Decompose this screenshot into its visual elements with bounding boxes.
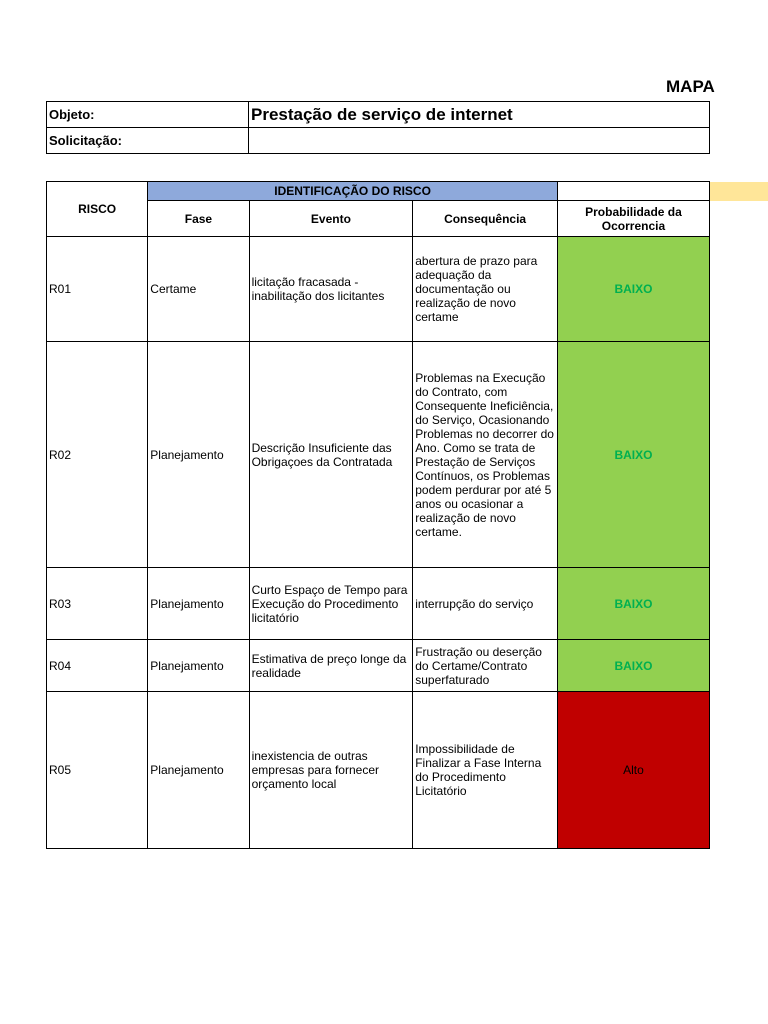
risco-cell: R01 (47, 237, 148, 342)
evento-cell: inexistencia de outras empresas para fornecer orçamento local (249, 692, 413, 849)
col-header-evento: Evento (249, 201, 413, 237)
probabilidade-cell: BAIXO (557, 640, 709, 692)
evento-cell: Estimativa de preço longe da realidade (249, 640, 413, 692)
fase-cell: Planejamento (148, 640, 249, 692)
table-row (47, 692, 710, 849)
col-header-risco: RISCO (47, 182, 148, 237)
objeto-row (47, 102, 710, 128)
fase-cell: Planejamento (148, 568, 249, 640)
consequencia-cell: interrupção do serviço (413, 568, 558, 640)
solicitacao-value (248, 128, 709, 154)
risk-table (46, 181, 710, 849)
objeto-label: Objeto: (47, 102, 249, 128)
solicitacao-row (47, 128, 710, 154)
table-row (47, 568, 710, 640)
probabilidade-cell: BAIXO (557, 568, 709, 640)
header-table (46, 101, 710, 154)
group-header-row (47, 182, 710, 201)
table-row (47, 342, 710, 568)
probabilidade-cell: Alto (557, 692, 709, 849)
table-row (47, 640, 710, 692)
probabilidade-cell: BAIXO (557, 342, 709, 568)
evento-cell: Curto Espaço de Tempo para Execução do Procedimento licitatório (249, 568, 413, 640)
group-header-blank (557, 182, 709, 201)
fase-cell: Certame (148, 237, 249, 342)
objeto-value: Prestação de serviço de internet (248, 102, 709, 128)
col-header-probabilidade: Probabilidade da Ocorrencia (557, 201, 709, 237)
fase-cell: Planejamento (148, 342, 249, 568)
risco-cell: R03 (47, 568, 148, 640)
table-row (47, 237, 710, 342)
risco-cell: R02 (47, 342, 148, 568)
risco-cell: R05 (47, 692, 148, 849)
consequencia-cell: Impossibilidade de Finalizar a Fase Interna do Procedimento Licitatório (413, 692, 558, 849)
page-title: MAPA (666, 77, 715, 96)
evento-cell: Descrição Insuficiente das Obrigaçoes da Contratada (249, 342, 413, 568)
probabilidade-cell: BAIXO (557, 237, 709, 342)
col-header-consequencia: Consequência (413, 201, 558, 237)
consequencia-cell: Frustração ou deserção do Certame/Contrato superfaturado (413, 640, 558, 692)
risco-cell: R04 (47, 640, 148, 692)
consequencia-cell: Problemas na Execução do Contrato, com Consequente Ineficiência, do Serviço, Ocasionando Problemas no decorrer do Ano. Como se trata de Prestação de Serviços Contínuos, os Problemas podem perdurar por até 5 anos ou ocasionar a realização de novo certame. (413, 342, 558, 568)
solicitacao-label: Solicitação: (47, 128, 249, 154)
header-band-yellow (710, 182, 768, 201)
evento-cell: licitação fracasada - inabilitação dos licitantes (249, 237, 413, 342)
fase-cell: Planejamento (148, 692, 249, 849)
col-header-fase: Fase (148, 201, 249, 237)
group-header-identificacao: IDENTIFICAÇÃO DO RISCO (148, 182, 558, 201)
consequencia-cell: abertura de prazo para adequação da documentação ou realização de novo certame (413, 237, 558, 342)
